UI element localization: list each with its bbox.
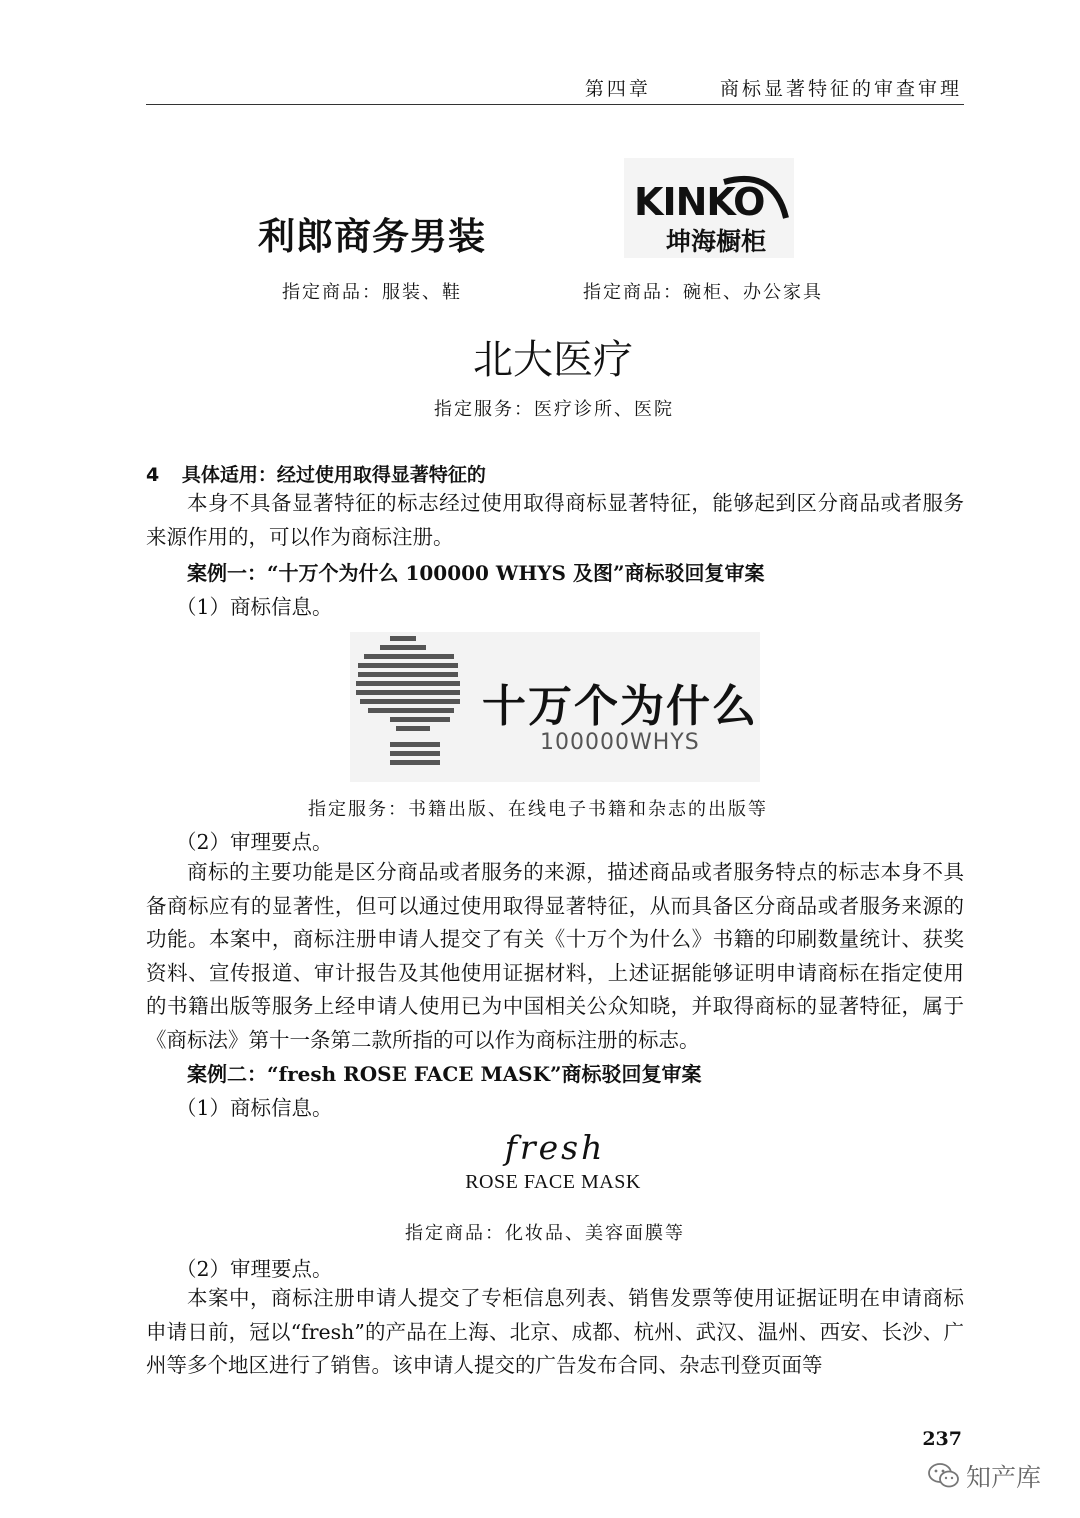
case2-body: 本案中，商标注册申请人提交了专柜信息列表、销售发票等使用证据证明在申请商标申请日前，冠以“fresh”的产品在上海、北京、成都、杭州、武汉、温州、西安、长沙、广州等多个地区进行了销售。该申请人提交的广告发布合同、杂志刊登页面等 (146, 1286, 964, 1377)
caption-beida: 指定服务：医疗诊所、医院 (434, 399, 674, 420)
logo-fresh-word: fresh (504, 1128, 606, 1167)
wechat-icon (928, 1462, 960, 1490)
caption-fresh: 指定商品：化妆品、美容面膜等 (405, 1223, 685, 1244)
logo-kinko (624, 158, 794, 258)
section-heading (146, 460, 486, 487)
logo-shiwan-cn: 十万个为什么 (482, 681, 758, 732)
logo-kinko-cn: 坤海橱柜 (666, 227, 767, 256)
section-intro: 本身不具备显著特征的标志经过使用取得商标显著特征，能够起到区分商品或者服务来源作用的，可以作为商标注册。 (146, 491, 964, 549)
logo-fresh-sub: ROSE FACE MASK (465, 1171, 641, 1193)
case1-body: 商标的主要功能是区分商品或者服务的来源，描述商品或者服务特点的标志本身不具备商标应有的显著性，但可以通过使用取得显著特征，从而具备区分商品或者服务来源的功能。本案中，商标注册申请人提交了有关《十万个为什么》书籍的印刷数量统计、获奖资料、宣传报道、审计报告及其他使用证据材料，上述证据能够证明申请商标在指定使用的书籍出版等服务上经申请人使用已为中国相关公众知晓，并取得商标的显著特征，属于《商标法》第十一条第二款所指的可以作为商标注册的标志。 (146, 860, 964, 1052)
case2-title: 案例二：“fresh ROSE FACE MASK”商标驳回复审案 (187, 1062, 702, 1086)
caption-lilang: 指定商品：服装、鞋 (282, 282, 462, 303)
case1-points-label: （2）审理要点。 (176, 830, 333, 854)
section-number: 4 (146, 464, 160, 486)
header-chapter: 第四章 (584, 78, 651, 100)
logo-shiwan-en: 100000WHYS (540, 730, 700, 755)
caption-shiwan: 指定服务：书籍出版、在线电子书籍和杂志的出版等 (308, 799, 768, 820)
caption-kinko: 指定商品：碗柜、办公家具 (583, 282, 823, 303)
logo-shiwan (350, 632, 760, 782)
section-title: 具体适用：经过使用取得显著特征的 (181, 464, 486, 486)
logo-lilang: 利郎商务男装 (258, 215, 486, 258)
case1-title: 案例一：“十万个为什么 100000 WHYS 及图”商标驳回复审案 (187, 561, 765, 585)
logo-beida: 北大医疗 (473, 337, 633, 383)
logo-kinko-en: KINKO (634, 180, 765, 224)
header-divider (146, 104, 964, 105)
case1-info-label: （1）商标信息。 (176, 595, 333, 619)
watermark-text: 知产库 (966, 1463, 1042, 1492)
case2-info-label: （1）商标信息。 (176, 1096, 333, 1120)
running-header (585, 74, 962, 101)
page-number: 237 (922, 1428, 962, 1450)
question-mark-stripes-graphic (350, 632, 470, 782)
case2-points-label: （2）审理要点。 (176, 1257, 333, 1281)
header-title: 商标显著特征的审查审理 (719, 78, 962, 100)
watermark (928, 1458, 1041, 1494)
